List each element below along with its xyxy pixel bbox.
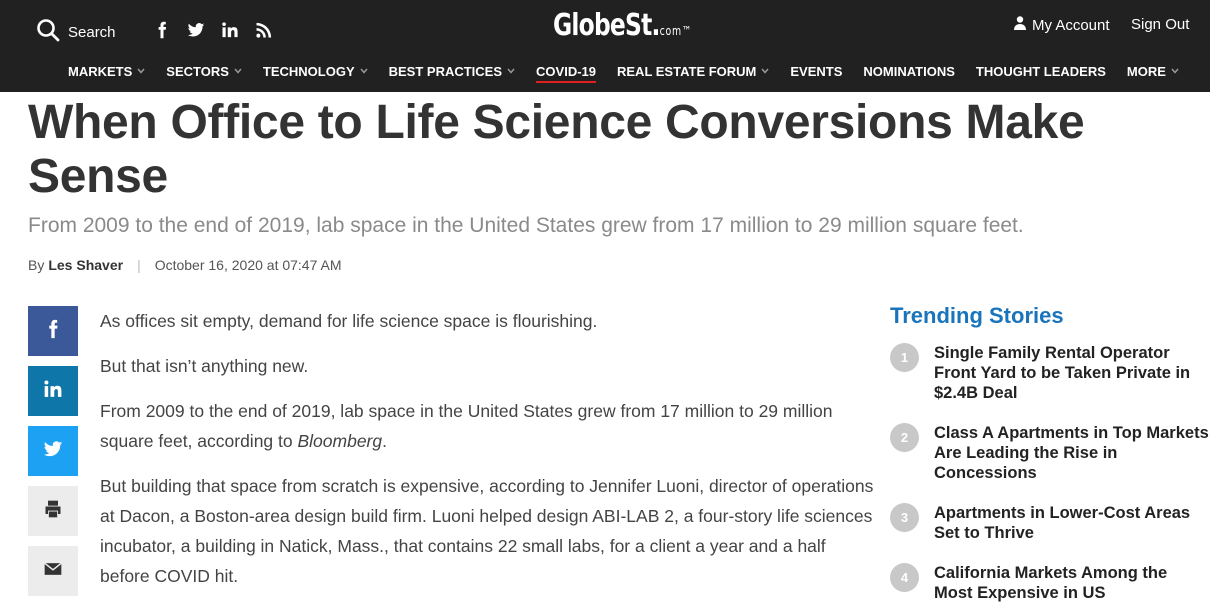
- twitter-icon: [43, 439, 63, 464]
- social-links: [152, 20, 288, 40]
- nav-item-label: MORE: [1126, 64, 1166, 79]
- article-subtitle: From 2009 to the end of 2019, lab space in the United States grew from 17 million to 29 million square feet.: [28, 214, 1024, 237]
- nav-item-label: THOUGHT LEADERS: [975, 64, 1106, 79]
- trending-stories: [890, 303, 1210, 610]
- nav-item-label: BEST PRACTICES: [388, 64, 503, 79]
- nav-item-nominations[interactable]: [863, 64, 954, 79]
- facebook-icon: [43, 319, 63, 344]
- nav-item-label: COVID-19: [536, 64, 596, 79]
- linkedin-icon[interactable]: [220, 20, 240, 40]
- search-button[interactable]: [36, 18, 116, 46]
- facebook-share-button[interactable]: [28, 306, 78, 356]
- nav-item-markets[interactable]: [68, 64, 145, 79]
- nav-item-more[interactable]: [1127, 64, 1179, 79]
- chevron-down-icon: [137, 68, 145, 76]
- nav-item-label: TECHNOLOGY: [262, 64, 355, 79]
- article-body: [100, 306, 880, 606]
- chevron-down-icon: [507, 68, 515, 76]
- user-icon: [1014, 16, 1032, 34]
- paragraph: [100, 396, 880, 456]
- logo-suffix: com: [659, 24, 682, 38]
- rank-badge: 2: [890, 423, 919, 452]
- paragraph: But building that space from scratch is expensive, according to Jennifer Luoni, director of operations at Dacon, a Boston-area design build firm. Luoni helped design ABI-LAB 2, a four-story life sciences incubator, a building in Natick, Mass., that contains 22 small labs, for a client a year and a half before COVID hit.: [100, 476, 874, 586]
- paragraph-end: .: [382, 431, 387, 451]
- publish-date: October 16, 2020 at 07:47 AM: [154, 257, 342, 273]
- trending-title[interactable]: California Markets Among the Most Expensive in US: [934, 564, 1168, 602]
- rank-badge: 4: [890, 563, 919, 592]
- trending-item[interactable]: [890, 563, 1210, 603]
- trending-title[interactable]: Class A Apartments in Top Markets Are Leading the Rise in Concessions: [934, 424, 1209, 482]
- nav-item-sectors[interactable]: [166, 64, 242, 79]
- byline: [28, 257, 342, 273]
- twitter-icon[interactable]: [186, 20, 206, 40]
- trending-item[interactable]: [890, 343, 1210, 403]
- my-account-label: My Account: [1032, 16, 1110, 34]
- main-nav: [68, 64, 1200, 79]
- print-icon: [43, 499, 63, 524]
- nav-item-best-practices[interactable]: [389, 64, 515, 79]
- nav-item-label: REAL ESTATE FORUM: [617, 64, 757, 79]
- site-logo[interactable]: [553, 8, 692, 43]
- chevron-down-icon: [761, 68, 769, 76]
- trending-heading: Trending Stories: [890, 303, 1064, 328]
- email-button[interactable]: [28, 546, 78, 596]
- sign-out-link[interactable]: Sign Out: [1131, 16, 1190, 33]
- paragraph-text: From 2009 to the end of 2019, lab space in the United States grew from 17 million to 29 million square feet, according to: [100, 401, 833, 451]
- nav-item-thought-leaders[interactable]: [976, 64, 1106, 79]
- source-name: Bloomberg: [297, 431, 383, 451]
- byline-separator: |: [137, 257, 141, 273]
- paragraph: As offices sit empty, demand for life science space is flourishing.: [100, 311, 598, 331]
- search-icon: [36, 18, 68, 46]
- envelope-icon: [43, 559, 63, 584]
- linkedin-share-button[interactable]: [28, 366, 78, 416]
- author-link[interactable]: Les Shaver: [48, 257, 124, 273]
- chevron-down-icon: [1171, 68, 1179, 76]
- rank-badge: 1: [890, 343, 919, 372]
- nav-item-events[interactable]: [790, 64, 842, 79]
- paragraph: But that isn’t anything new.: [100, 356, 309, 376]
- linkedin-icon: [43, 379, 63, 404]
- nav-item-label: MARKETS: [68, 64, 133, 79]
- chevron-down-icon: [360, 68, 368, 76]
- my-account-link[interactable]: [1014, 16, 1110, 34]
- logo-text: GlobeSt.: [553, 8, 660, 43]
- nav-item-label: EVENTS: [790, 64, 843, 79]
- byline-prefix: By: [28, 257, 45, 273]
- chevron-down-icon: [234, 68, 242, 76]
- share-bar: [28, 306, 78, 606]
- search-label: Search: [68, 23, 116, 41]
- trending-title[interactable]: Apartments in Lower-Cost Areas Set to Thrive: [934, 504, 1191, 542]
- rss-icon[interactable]: [254, 20, 274, 40]
- twitter-share-button[interactable]: [28, 426, 78, 476]
- nav-item-label: NOMINATIONS: [863, 64, 955, 79]
- trending-item[interactable]: [890, 423, 1210, 483]
- nav-item-real-estate-forum[interactable]: [617, 64, 769, 79]
- nav-item-technology[interactable]: [263, 64, 368, 79]
- rank-badge: 3: [890, 503, 919, 532]
- article-title: When Office to Life Science Conversions Make Sense: [28, 96, 1085, 203]
- site-header: [0, 0, 1210, 92]
- trending-item[interactable]: [890, 503, 1210, 543]
- nav-item-label: SECTORS: [166, 64, 229, 79]
- logo-tm: ™: [681, 24, 693, 38]
- facebook-icon[interactable]: [152, 20, 172, 40]
- print-button[interactable]: [28, 486, 78, 536]
- nav-item-covid-19[interactable]: [536, 64, 596, 79]
- trending-title[interactable]: Single Family Rental Operator Front Yard to be Taken Private in $2.4B Deal: [934, 344, 1191, 402]
